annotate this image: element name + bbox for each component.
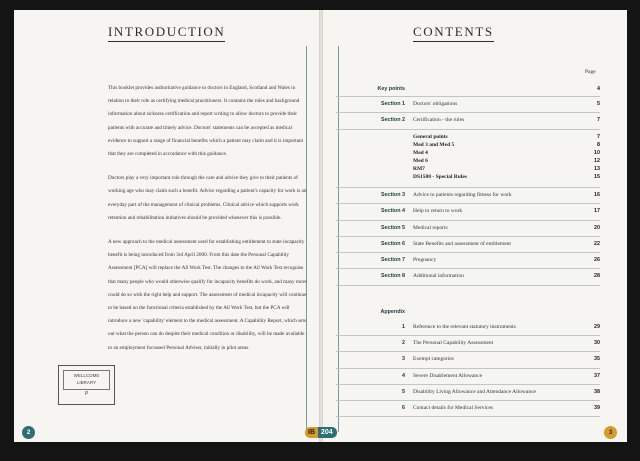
toc-page-number: 15 — [594, 174, 600, 180]
toc-row — [336, 158, 600, 166]
toc-divider — [336, 96, 600, 97]
toc-section-label: 6 — [402, 405, 405, 411]
toc-row — [336, 101, 600, 109]
toc-page-number: 38 — [594, 389, 600, 395]
toc-divider — [336, 203, 600, 204]
toc-section-label: Appendix — [380, 309, 405, 315]
toc-entry-title: General points — [413, 134, 448, 140]
toc-divider — [336, 351, 600, 352]
page-column-label: Page — [585, 69, 596, 75]
toc-page-number: 26 — [594, 257, 600, 263]
toc-row — [336, 273, 600, 281]
toc-section-label: Section 4 — [381, 208, 405, 214]
toc-entry-title: Med 4 — [413, 150, 428, 156]
toc-divider — [336, 285, 600, 286]
toc-divider — [336, 220, 600, 221]
toc-page-number: 30 — [594, 340, 600, 346]
toc-row — [336, 389, 600, 397]
toc-page-number: 37 — [594, 373, 600, 379]
introduction-body — [108, 82, 308, 366]
toc-row — [336, 405, 600, 413]
page-number-right: 3 — [604, 426, 617, 439]
toc-entry-title: Certification - the rules — [413, 117, 465, 123]
toc-row — [336, 150, 600, 158]
toc-entry-title: Medical reports — [413, 225, 448, 231]
toc-entry-title: Advice to patients regarding fitness for work — [413, 192, 512, 198]
toc-entry-title: Med 6 — [413, 158, 428, 164]
toc-section-label: Section 7 — [381, 257, 405, 263]
toc-page-number: 13 — [594, 166, 600, 172]
toc-page-number: 7 — [597, 134, 600, 140]
toc-page-number: 4 — [597, 86, 600, 92]
toc-section-label: Section 8 — [381, 273, 405, 279]
toc-row — [336, 117, 600, 125]
toc-section-label: 2 — [402, 340, 405, 346]
toc-page-number: 16 — [594, 192, 600, 198]
toc-row — [336, 324, 600, 332]
toc-divider — [336, 187, 600, 188]
toc-entry-title: Help to return to work — [413, 208, 463, 214]
stamp-line-1: WELLCOME — [73, 373, 100, 378]
toc-row — [336, 208, 600, 216]
toc-row — [336, 192, 600, 200]
toc-page-number: 20 — [594, 225, 600, 231]
document-code-number: 204 — [318, 427, 337, 438]
toc-entry-title: Additional information — [413, 273, 464, 279]
toc-row — [336, 225, 600, 233]
toc-row — [336, 257, 600, 265]
toc-divider — [336, 268, 600, 269]
toc-section-label: Section 5 — [381, 225, 405, 231]
toc-page-number: 35 — [594, 356, 600, 362]
document-code — [305, 427, 337, 438]
page-title-introduction: INTRODUCTION — [108, 24, 225, 42]
toc-entry-title: Contact details for Medical Services — [413, 405, 494, 411]
toc-entry-title: Exempt categories — [413, 356, 454, 362]
toc-divider — [336, 416, 600, 417]
toc-page-number: 7 — [597, 117, 600, 123]
toc-entry-title: Reference to the relevant statutory instruments — [413, 324, 516, 330]
toc-entry-title: Doctors' obligations — [413, 101, 458, 107]
toc-page-number: 17 — [594, 208, 600, 214]
stamp-frame — [63, 370, 110, 390]
toc-entry-title: State Benefits and assessment of entitlement — [413, 241, 511, 247]
library-stamp — [58, 365, 115, 405]
toc-divider — [336, 400, 600, 401]
toc-row — [336, 340, 600, 348]
toc-page-number: 22 — [594, 241, 600, 247]
toc-divider — [336, 236, 600, 237]
toc-page-number: 39 — [594, 405, 600, 411]
intro-paragraph-1: This booklet provides authoritative guidance to doctors in England, Scotland and Wales in relation to their role as certifying medical practitioners. It contains the rules and background information about sickness certification and report writing to allow doctors to provide their patients with accurate and timely advice. Doctors' statements can be accepted as medical evidence to support a range of financial benefits which a patient may claim and it is important that they are completed in accordance with this guidance. — [108, 85, 304, 158]
toc-row — [336, 174, 600, 182]
toc-section-label: Section 6 — [381, 241, 405, 247]
toc-entry-title: Disability Living Allowance and Attendance Allowance — [413, 389, 536, 395]
page-title-contents: CONTENTS — [413, 24, 494, 42]
toc-divider — [336, 335, 600, 336]
toc-row — [336, 241, 600, 249]
toc-entry-title: Pregnancy — [413, 257, 437, 263]
toc-divider — [336, 129, 600, 130]
toc-page-number: 8 — [597, 142, 600, 148]
toc-page-number: 12 — [594, 158, 600, 164]
toc-row — [336, 134, 600, 142]
toc-entry-title: Severe Disablement Allowance — [413, 373, 483, 379]
toc-page-number: 29 — [594, 324, 600, 330]
toc-divider — [336, 252, 600, 253]
toc-section-label: Section 1 — [381, 101, 405, 107]
toc-section-label: 5 — [402, 389, 405, 395]
toc-row — [336, 309, 600, 317]
toc-entry-title: RM7 — [413, 166, 425, 172]
toc-entry-title: The Personal Capability Assessment — [413, 340, 494, 346]
toc-row — [336, 86, 600, 94]
toc-section-label: 4 — [402, 373, 405, 379]
toc-row — [336, 166, 600, 174]
toc-section-label: Section 3 — [381, 192, 405, 198]
page-number-left: 2 — [22, 426, 35, 439]
intro-paragraph-2: Doctors play a very important role through the care and advice they give to their patients of working age who may claim such a benefit. Advice regarding a patient's capacity for work is an everyday part of the management of clinical problems. Clinical advice which supports work retention and rehabilitation initiatives should be provided whenever this is possible. — [108, 175, 307, 221]
stamp-line-2: LIBRARY — [76, 380, 97, 385]
toc-section-label: Key points — [377, 86, 405, 92]
left-page — [14, 10, 319, 442]
toc-row — [336, 142, 600, 150]
intro-paragraph-3: A new approach to the medical assessment used for establishing entitlement to state incapacity benefit is being introduced from 3rd April 2000. From this date the Personal Capability Assessment [PCA] will replace the All Work Test. The changes to the All Work Test recognise that many people who would otherwise qualify for incapacity benefits do work, and many more could do so with the right help and support. The assessment of medical incapacity will continue to be based on the functional criteria established by the All Work Test, but the PCA will introduce a new 'capability' element to the medical assessment. A Capability Report, which sets out what the person can do despite their medical condition or disability, will be made available to an employment focussed Personal Adviser, initially in pilot areas. — [108, 239, 307, 351]
toc-entry-title: DS1500 - Special Rules — [413, 174, 467, 180]
toc-section-label: 1 — [402, 324, 405, 330]
stamp-line-3: P — [85, 391, 89, 397]
toc-divider — [336, 368, 600, 369]
toc-section-label: 3 — [402, 356, 405, 362]
toc-section-label: Section 2 — [381, 117, 405, 123]
toc-entry-title: Med 3 and Med 5 — [413, 142, 455, 148]
toc-divider — [336, 112, 600, 113]
toc-page-number: 28 — [594, 273, 600, 279]
toc-page-number: 10 — [594, 150, 600, 156]
toc-row — [336, 373, 600, 381]
toc-page-number: 5 — [597, 101, 600, 107]
toc-divider — [336, 384, 600, 385]
document-code-prefix: IB — [305, 427, 318, 438]
toc-row — [336, 356, 600, 364]
